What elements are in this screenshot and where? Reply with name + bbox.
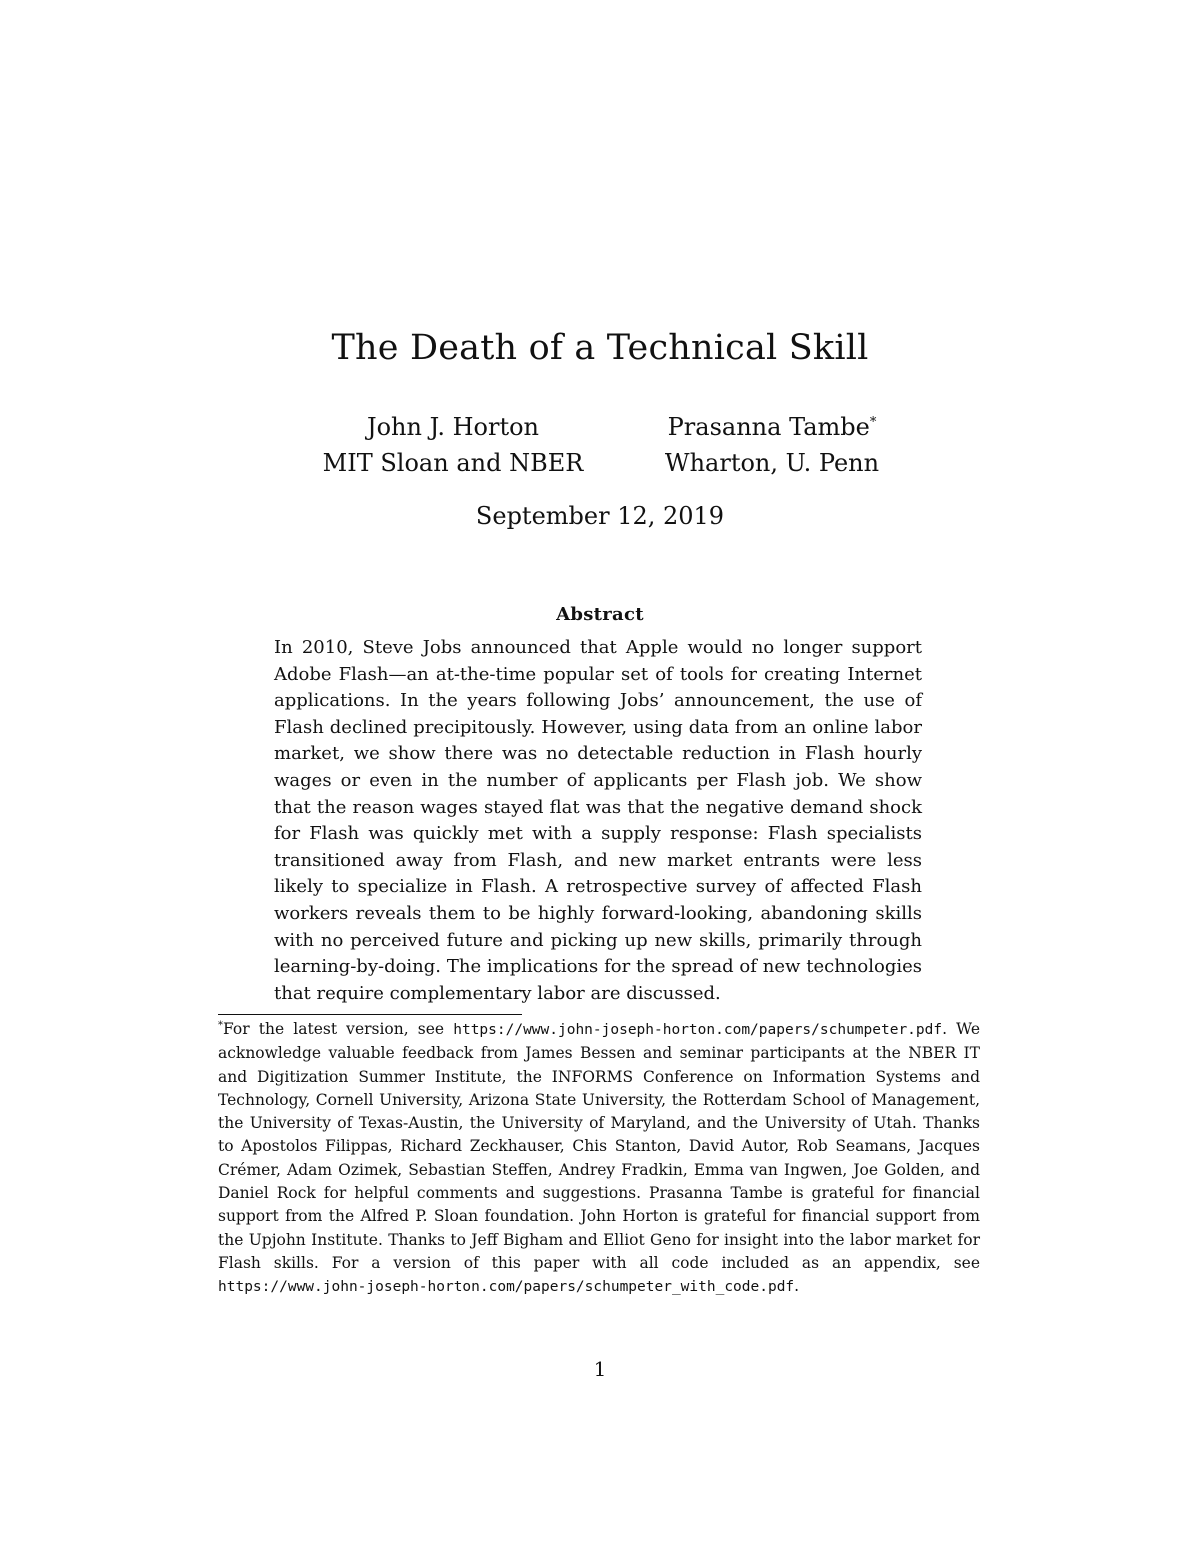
abstract-text: In 2010, Steve Jobs announced that Apple would no longer support Adobe Flash—an at-the-time popular set of tools for creating Internet applications. In the years following Jobs’ announcement, the use of Flash declined precipitously. However, using data from an online labor market, we show there was no detectable reduction in Flash hourly wages or even in the number of applicants per Flash job. We show that the reason wages stayed flat was that the negative demand shock for Flash was quickly met with a supply response: Flash specialists transitioned away from Flash, and new market entrants were less likely to specialize in Flash. A retrospective survey of affected Flash workers reveals them to be highly forward-looking, abandoning skills with no perceived future and picking up new skills, primarily through learning-by-doing. The implications for the spread of new technologies that require complementary labor are discussed.: [274, 637, 922, 1004]
page-number: 1: [593, 1357, 607, 1381]
abstract-heading: Abstract: [556, 604, 644, 625]
author-block-horton: [303, 409, 603, 481]
footnote-end: .: [794, 1277, 800, 1296]
footnote-link-code-version[interactable]: https://www.john-joseph-horton.com/papers/schumpeter_with_code.pdf: [218, 1279, 795, 1296]
paper-date: September 12, 2019: [475, 502, 725, 530]
author-name: John J. Horton: [366, 413, 540, 441]
author-name: Prasanna Tambe: [667, 413, 870, 441]
footnote-body: . We acknowledge valuable feedback from James Bessen and seminar participants at the NBER IT and Digitization Summer Institute, the INFORMS Conference on Information Systems and Technology, Cornell University, Arizona State University, the Rotterdam School of Management, the University of Texas-Austin, the University of Maryland, and the University of Utah. Thanks to Apostolos Filippas, Richard Zeckhauser, Chis Stanton, David Autor, Rob Seamans, Jacques Crémer, Adam Ozimek, Sebastian Steffen, Andrey Fradkin, Emma van Ingwen, Joe Golden, and Daniel Rock for helpful comments and suggestions. Prasanna Tambe is grateful for financial support from the Alfred P. Sloan foundation. John Horton is grateful for financial support from the Upjohn Institute. Thanks to Jeff Bigham and Elliot Geno for insight into the labor market for Flash skills. For a version of this paper with all code included as an appendix, see: [218, 1020, 980, 1272]
author-affiliation: MIT Sloan and NBER: [322, 449, 584, 477]
author-block-tambe: [622, 409, 922, 481]
footnote-link-latest-version[interactable]: https://www.john-joseph-horton.com/papers/schumpeter.pdf: [453, 1022, 943, 1038]
author-affiliation: Wharton, U. Penn: [664, 449, 880, 477]
footnote: [218, 1018, 980, 1300]
footnote-lead: For the latest version, see: [223, 1020, 454, 1038]
footnote-rule: [218, 1014, 522, 1015]
paper-title: The Death of a Technical Skill: [331, 328, 869, 368]
footnote-marker: *: [869, 415, 877, 430]
footnote-mark: *: [218, 1019, 223, 1031]
